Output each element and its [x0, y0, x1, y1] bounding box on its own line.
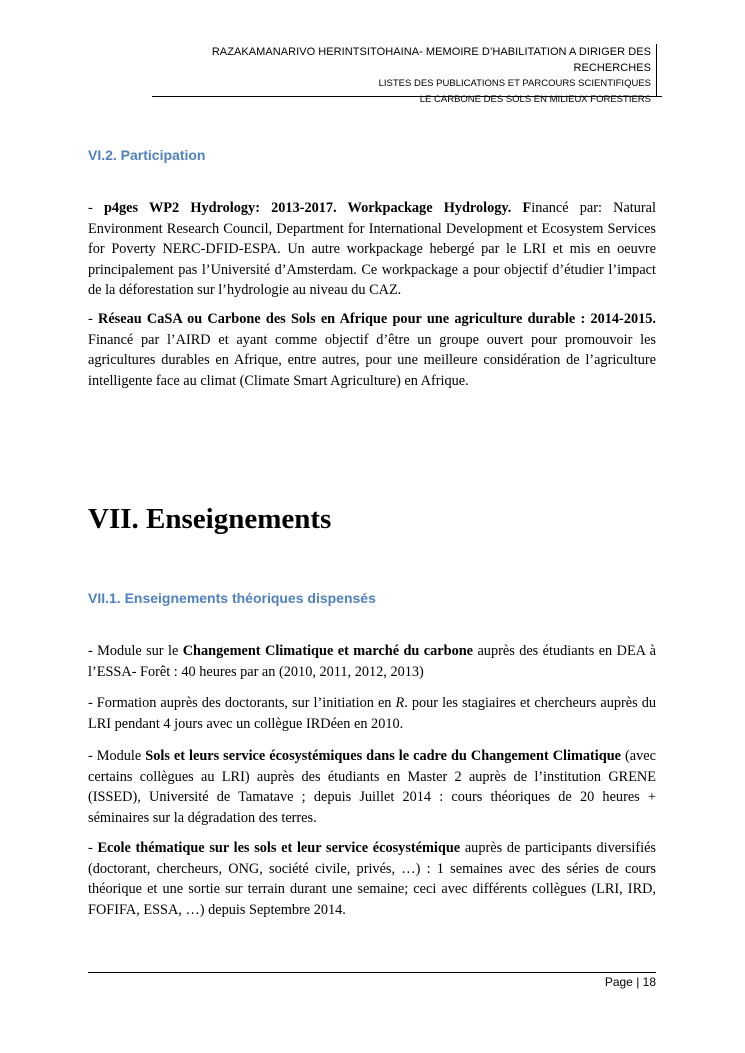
- header-document-title: LE CARBONE DES SOLS EN MILIEUX FORESTIERS: [419, 94, 651, 105]
- chapter-heading-vii: VII. Enseignements: [88, 503, 332, 535]
- footer-rule: [88, 972, 656, 973]
- page-number: Page | 18: [604, 975, 656, 989]
- running-header: [152, 44, 657, 105]
- teaching-item-climate-carbon: - Module sur le Changement Climatique et marché du carbone auprès des étudiants en DEA à l’ESSA- Forêt : 40 heures par an (2010, 2011, 2012, 2013): [88, 643, 656, 680]
- section-heading-vii1: VII.1. Enseignements théoriques dispensés: [88, 590, 376, 606]
- participation-item-casa: - Réseau CaSA ou Carbone des Sols en Afrique pour une agriculture durable : 2014-2015. Financé par l’AIRD et ayant comme objectif d’être un groupe ouvert pour promouvoir les agricultures durables en Afrique, entre autres, pour une meilleure considération de l’agriculture intelligente face au climat (Climate Smart Agriculture) en Afrique.: [88, 311, 656, 389]
- teaching-item-r-training: - Formation auprès des doctorants, sur l’initiation en R. pour les stagiaires et chercheurs auprès du LRI pendant 4 jours avec un collègue IRDéen en 2010.: [88, 695, 656, 732]
- header-rule: [152, 96, 662, 97]
- participation-item-p4ges: - p4ges WP2 Hydrology: 2013-2017. Workpackage Hydrology. Financé par: Natural Environment Research Council, Department for International Development et Ecosystem Services for Poverty NERC-DFID-ESPA. Un autre workpackage hebergé par le LRI et mis en oeuvre principalement pas l’Université d’Amsterdam. Ce workpackage a pour objectif d’étudier l’impact de la déforestation sur l’hydrologie au niveau du CAZ.: [88, 200, 656, 298]
- teaching-item-soils-ecosystem: - Module Sols et leurs service écosystémiques dans le cadre du Changement Climatique (avec certains collègues au LRI) auprès des étudiants en Master 2 auprès de l’institution GRENE (ISSED), Université de Tamatave ; depuis Juillet 2014 : cours théoriques de 20 heures + séminaires sur la dégradation des terres.: [88, 748, 656, 826]
- header-author-title: RAZAKAMANARIVO HERINTSITOHAINA- MEMOIRE D’HABILITATION A DIRIGER DES RECHERCHES: [211, 46, 651, 74]
- teaching-item-thematic-school: - Ecole thématique sur les sols et leur service écosystémique auprès de participants diversifiés (doctorant, chercheurs, ONG, société civile, privés, …) : 1 semaines avec des séries de cours théorique et une sortie sur terrain durant une semaine; ceci avec différents collègues (LRI, IRD, FOFIFA, ESSA, …) depuis Septembre 2014.: [88, 840, 656, 918]
- section-heading-vi2: VI.2. Participation: [88, 147, 206, 163]
- header-section-title: LISTES DES PUBLICATIONS ET PARCOURS SCIENTIFIQUES: [378, 78, 651, 89]
